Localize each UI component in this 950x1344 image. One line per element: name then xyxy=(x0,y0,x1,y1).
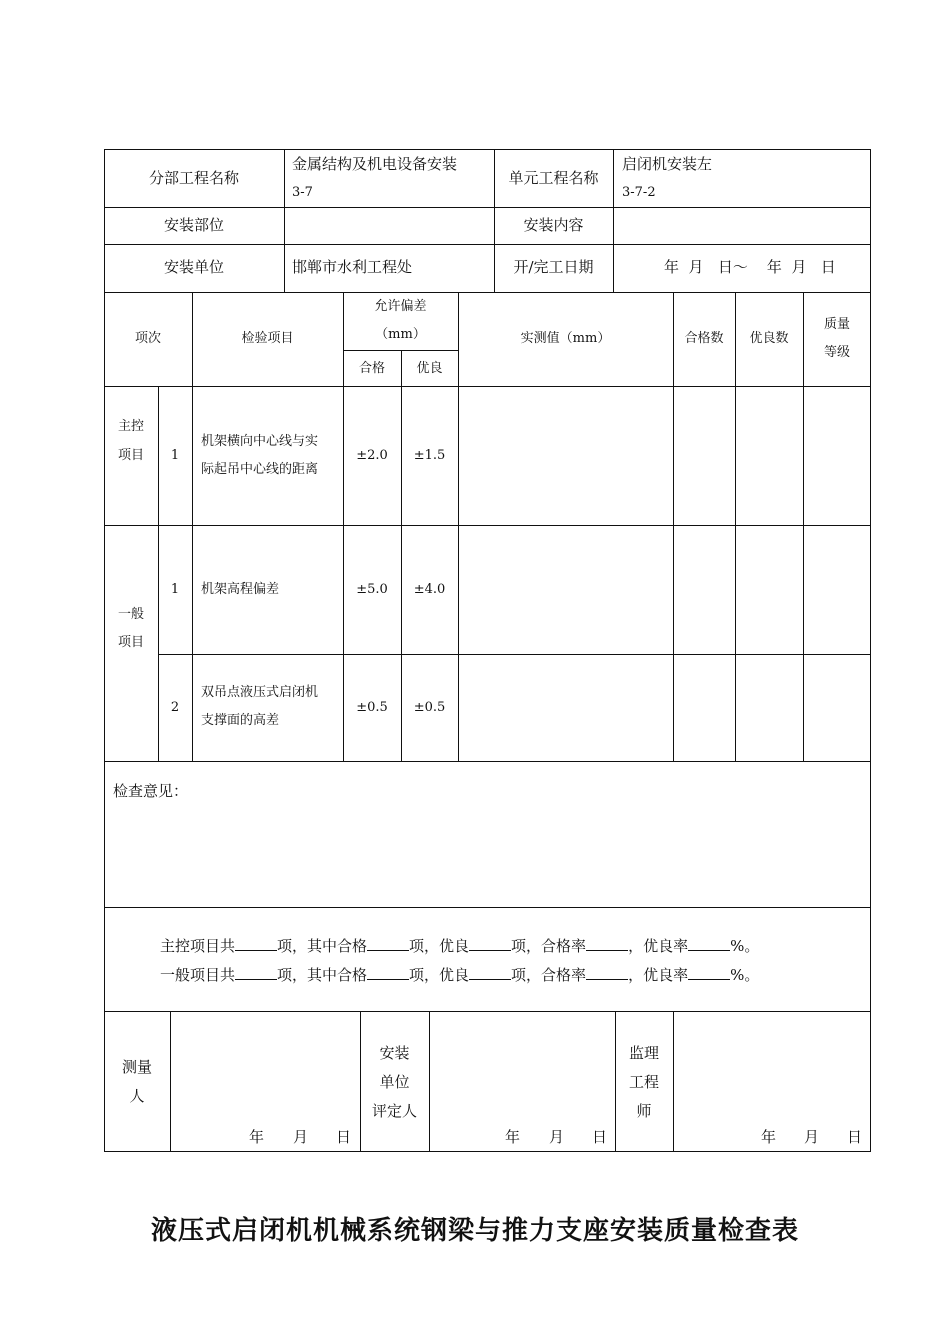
general-row2-item: 双吊点液压式启闭机 xyxy=(201,685,319,700)
general-ex-rate-blank[interactable] xyxy=(688,966,730,980)
general-summary-end: %。 xyxy=(730,966,760,984)
col-qualified: 合格 xyxy=(358,361,385,376)
general-row2-qualified: ±0.5 xyxy=(356,700,388,715)
supervisor-date-day: 日 xyxy=(847,1128,863,1146)
general-qualified-blank[interactable] xyxy=(367,966,409,980)
sub-project-code: 3-7 xyxy=(292,185,313,200)
general-summary-seg2: 项，优良 xyxy=(409,966,470,984)
main-group-label-2: 项目 xyxy=(117,448,144,463)
unit-date-year: 年 xyxy=(505,1128,521,1146)
col-grade: 质量 xyxy=(823,317,850,332)
main-summary-prefix: 主控项目共 xyxy=(160,937,236,955)
general-group-label: 一般 xyxy=(117,607,144,622)
measurer-date-year: 年 xyxy=(249,1128,265,1146)
date-label: 开/完工日期 xyxy=(513,258,594,276)
main-summary-seg3: 项，合格率 xyxy=(511,937,587,955)
unit-project-code: 3-7-2 xyxy=(622,185,656,200)
col-check-item: 检验项目 xyxy=(241,331,294,346)
sub-project-value: 金属结构及机电设备安装 xyxy=(292,155,458,173)
general-excellent-blank[interactable] xyxy=(469,966,511,980)
main-group-label: 主控 xyxy=(117,419,144,434)
general-summary-prefix: 一般项目共 xyxy=(160,966,236,984)
unit-project-value: 启闭机安装左 xyxy=(622,155,713,173)
general-row1-no: 1 xyxy=(170,582,180,597)
supervisor-date-year: 年 xyxy=(761,1128,777,1146)
measurer-label: 测量 xyxy=(121,1058,152,1076)
col-tolerance-unit: （mm） xyxy=(375,327,426,342)
unit-project-label: 单元工程名称 xyxy=(508,169,599,187)
opinion-label: 检查意见： xyxy=(113,782,189,800)
general-summary-seg3: 项，合格率 xyxy=(511,966,587,984)
measurer-date-day: 日 xyxy=(336,1128,352,1146)
general-summary-line xyxy=(160,964,759,985)
col-grade-2: 等级 xyxy=(823,345,850,360)
unit-evaluator-label-2: 单位 xyxy=(379,1073,410,1091)
general-total-blank[interactable] xyxy=(235,966,277,980)
supervisor-label-3: 师 xyxy=(636,1102,652,1120)
general-summary-seg4: ，优良率 xyxy=(628,966,689,984)
main-rate-blank[interactable] xyxy=(586,937,628,951)
install-content-label: 安装内容 xyxy=(523,216,584,234)
main-summary-seg4: ，优良率 xyxy=(628,937,689,955)
main-row-qualified: ±2.0 xyxy=(356,448,388,463)
supervisor-label: 监理 xyxy=(628,1044,659,1062)
col-qualified-count: 合格数 xyxy=(684,331,724,346)
col-measured: 实测值（mm） xyxy=(520,331,611,346)
col-tolerance: 允许偏差 xyxy=(374,299,427,314)
main-summary-seg1: 项，其中合格 xyxy=(277,937,368,955)
main-row-no: 1 xyxy=(170,448,180,463)
general-row1-qualified: ±5.0 xyxy=(356,582,388,597)
general-rate-blank[interactable] xyxy=(586,966,628,980)
install-location-label: 安装部位 xyxy=(163,216,224,234)
date-value: 年 月 日～ 年 月 日 xyxy=(664,258,836,276)
main-qualified-blank[interactable] xyxy=(367,937,409,951)
general-row2-no: 2 xyxy=(170,700,180,715)
main-ex-rate-blank[interactable] xyxy=(688,937,730,951)
sub-project-label: 分部工程名称 xyxy=(148,169,239,187)
main-row-item-2: 际起吊中心线的距离 xyxy=(201,462,319,477)
install-unit-label: 安装单位 xyxy=(163,258,224,276)
general-row2-excellent: ±0.5 xyxy=(413,700,446,715)
unit-evaluator-label-3: 评定人 xyxy=(371,1102,417,1120)
main-row-excellent: ±1.5 xyxy=(413,448,446,463)
supervisor-date-month: 月 xyxy=(804,1128,820,1146)
main-row-item: 机架横向中心线与实 xyxy=(201,434,319,449)
main-total-blank[interactable] xyxy=(235,937,277,951)
main-excellent-blank[interactable] xyxy=(469,937,511,951)
col-excellent-count: 优良数 xyxy=(749,331,789,346)
general-row1-item: 机架高程偏差 xyxy=(201,582,280,597)
main-summary-seg2: 项，优良 xyxy=(409,937,470,955)
unit-date-month: 月 xyxy=(549,1128,565,1146)
supervisor-label-2: 工程 xyxy=(628,1073,659,1091)
general-summary-seg1: 项，其中合格 xyxy=(277,966,368,984)
measurer-date-month: 月 xyxy=(293,1128,309,1146)
install-unit-value: 邯郸市水利工程处 xyxy=(292,258,413,276)
general-group-label-2: 项目 xyxy=(117,635,144,650)
main-summary-end: %。 xyxy=(730,937,760,955)
unit-evaluator-label: 安装 xyxy=(379,1044,410,1062)
main-summary-line xyxy=(160,935,759,956)
document-title: 液压式启闭机机械系统钢梁与推力支座安装质量检查表 xyxy=(150,1216,799,1246)
unit-date-day: 日 xyxy=(592,1128,608,1146)
general-row2-item-2: 支撑面的高差 xyxy=(201,713,280,728)
general-row1-excellent: ±4.0 xyxy=(413,582,446,597)
col-item-no: 项次 xyxy=(134,331,161,346)
measurer-label-2: 人 xyxy=(129,1087,145,1105)
col-excellent: 优良 xyxy=(416,361,443,376)
